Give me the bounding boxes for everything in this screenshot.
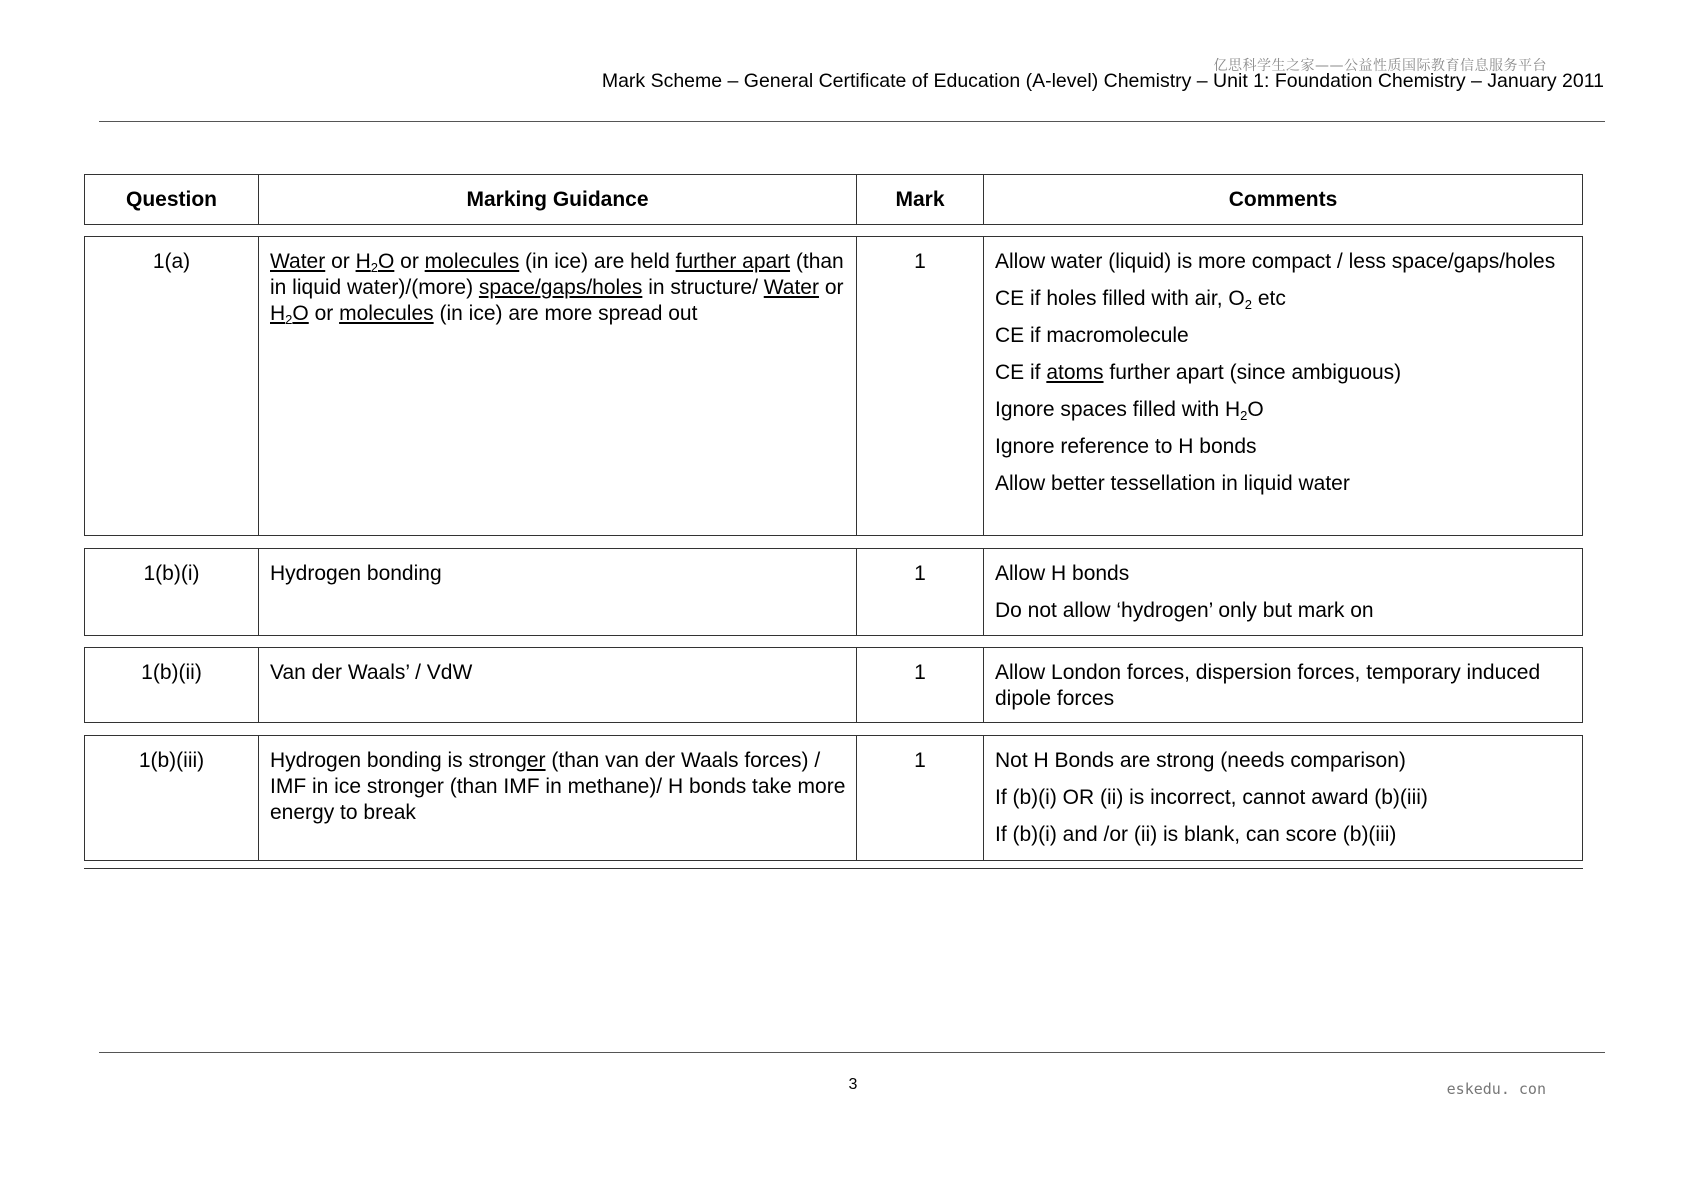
comments-cell [984, 648, 1582, 722]
mark-cell: 1 [857, 237, 984, 535]
guidance-text: Water [270, 250, 326, 273]
guidance-text: (in ice) are more spread out [433, 302, 698, 325]
question-cell: 1(b)(i) [85, 549, 259, 635]
table-header-row [84, 174, 1583, 225]
comment-line: Not H Bonds are strong (needs comparison) [995, 749, 1406, 772]
question-cell: 1(a) [85, 237, 259, 535]
guidance-text: $H_2O$ [355, 250, 395, 275]
comments-cell [984, 237, 1582, 535]
comment-line: Do not allow ‘hydrogen’ only but mark on [995, 599, 1374, 622]
table-bottom-border [84, 868, 1583, 869]
header-watermark: 亿思科学生之家——公益性质国际教育信息服务平台 [1213, 58, 1547, 74]
guidance-text: $H_2O$ [270, 302, 309, 327]
header-comments: Comments [1228, 187, 1338, 211]
guidance-text: further apart [675, 250, 791, 273]
comment-line: Allow water (liquid) is more compact / less space/gaps/holes [995, 250, 1556, 273]
guidance-text: (than in liquid water)/(more) [270, 250, 844, 299]
mark-cell: 1 [857, 648, 984, 722]
guidance-text: or [818, 276, 844, 299]
question-cell: 1(b)(ii) [85, 648, 259, 722]
header-mark: Mark [857, 175, 984, 224]
header-question: Question [85, 175, 259, 224]
header-guidance: Marking Guidance [259, 175, 857, 224]
comment-line: Allow London forces, dispersion forces, temporary induced dipole forces [995, 661, 1541, 710]
guidance-cell: Hydrogen bonding is stronger (than van der Waals forces) / IMF in ice stronger (than IMF in methane)/ H bonds take more energy to break [259, 736, 857, 860]
guidance-cell: Van der Waals’ / VdW [259, 648, 857, 722]
comment-line: If (b)(i) OR (ii) is incorrect, cannot award (b)(iii) [995, 786, 1428, 809]
guidance-text: space/gaps/holes [478, 276, 643, 299]
comment-line: CE if macromolecule [995, 324, 1189, 347]
guidance-text: Water [763, 276, 819, 299]
guidance-text: molecules [424, 250, 520, 273]
guidance-cell [259, 237, 857, 535]
table-row [84, 236, 1583, 536]
comment-line: CE if atoms further apart (since ambiguous) [995, 361, 1402, 384]
comment-line: Allow H bonds [995, 562, 1130, 585]
comment-line: CE if holes filled with air, $O_2$ etc [995, 287, 1286, 312]
page-number: 3 [848, 1076, 858, 1093]
guidance-text: molecules [339, 302, 434, 325]
guidance-text: or [308, 302, 340, 325]
table-row [84, 735, 1583, 861]
mark-cell: 1 [857, 549, 984, 635]
footer-divider [99, 1052, 1605, 1053]
footer-watermark: eskedu. con [1446, 1080, 1546, 1098]
guidance-cell: Hydrogen bonding [259, 549, 857, 635]
comments-cell [984, 736, 1582, 860]
mark-cell: 1 [857, 736, 984, 860]
comments-cell [984, 549, 1582, 635]
guidance-text: (in ice) are held [519, 250, 676, 273]
guidance-text: in structure/ [642, 276, 764, 299]
header-divider [99, 121, 1605, 122]
guidance-text: or [394, 250, 425, 273]
comment-line: Ignore reference to H bonds [995, 435, 1257, 458]
page-header-title: Mark Scheme – General Certificate of Education (A-level) Chemistry – Unit 1: Foundation Chemistry – January 2011 [601, 70, 1604, 92]
comment-line: Ignore spaces filled with $H_2O$ [995, 398, 1264, 423]
guidance-text: or [325, 250, 356, 273]
comment-line: Allow better tessellation in liquid water [995, 472, 1350, 495]
comment-line: If (b)(i) and /or (ii) is blank, can score (b)(iii) [995, 823, 1397, 846]
table-row [84, 548, 1583, 636]
question-cell: 1(b)(iii) [85, 736, 259, 860]
table-row [84, 647, 1583, 723]
